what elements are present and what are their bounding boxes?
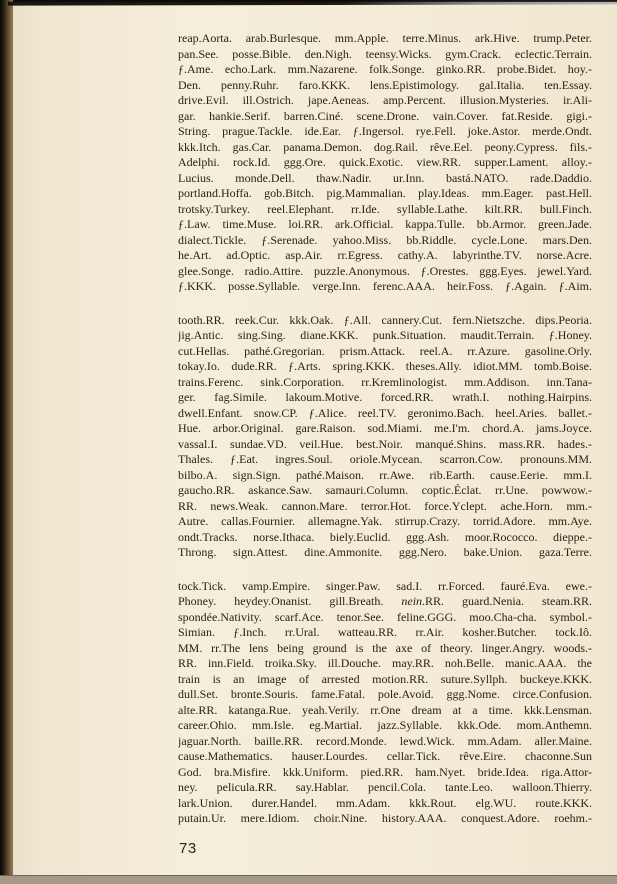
- text-line: jaguar.North. baille.RR. record.Monde. lewd.Wick. mm.Adam. aller.Maine.: [178, 733, 592, 748]
- text-line: bilbo.A. sign.Sign. pathé.Maison. rr.Awe. rib.Earth. cause.Eerie. mm.I.: [178, 467, 592, 482]
- text-line: ƒ.Law. time.Muse. loi.RR. ark.Official. kappa.Tulle. bb.Armor. green.Jade.: [178, 217, 592, 231]
- paragraph: [178, 579, 592, 827]
- text-line: Hue. arbor.Original. gare.Raison. sod.Miami. me.I'm. chord.A. jams.Joyce.: [178, 421, 592, 435]
- text-line: ger. fag.Simile. lakoum.Motive. forced.RR. wrath.I. nothing.Hairpins.: [178, 390, 592, 404]
- text-line: RR. inn.Field. troika.Sky. ill.Douche. may.RR. noh.Belle. manic.AAA. the: [178, 656, 592, 670]
- text-line: jig.Antic. sing.Sing. diane.KKK. punk.Situation. maudit.Terrain. ƒ.Honey.: [178, 328, 592, 342]
- text-line: dull.Set. bronte.Souris. fame.Fatal. pole.Avoid. ggg.Nome. circe.Confusion.: [178, 687, 592, 701]
- paragraph: [178, 313, 592, 561]
- paragraph: [178, 31, 592, 295]
- text-line: tock.Tick. vamp.Empire. singer.Paw. sad.I. rr.Forced. fauré.Eva. ewe.-: [178, 578, 592, 593]
- text-line: train is an image of arrested motion.RR. suture.Syllph. buckeye.KKK.: [178, 671, 592, 686]
- text-line: Simian. ƒ.Inch. rr.Ural. watteau.RR. rr.Air. kosher.Butcher. tock.Iô.: [178, 625, 592, 639]
- text-line: kkk.Itch. gas.Car. panama.Demon. dog.Rail. rêve.Eel. peony.Cypress. fils.-: [178, 139, 592, 154]
- text-line: glee.Songe. radio.Attire. puzzle.Anonymous. ƒ.Orestes. ggg.Eyes. jewel.Yard.: [178, 263, 592, 278]
- text-line: Den. penny.Ruhr. faro.KKK. lens.Epistimology. gal.Italia. ten.Essay.: [178, 77, 592, 92]
- text-line: tokay.Io. dude.RR. ƒ.Arts. spring.KKK. theses.Ally. idiot.MM. tomb.Boise.: [178, 359, 592, 373]
- text-line: Phoney. heydey.Onanist. gill.Breath. nein.RR. guard.Nenia. steam.RR.: [178, 594, 592, 608]
- text-block: [178, 31, 592, 827]
- text-line: trotsky.Turkey. reel.Elephant. rr.Ide. syllable.Lathe. kilt.RR. bull.Finch.: [178, 201, 592, 216]
- text-line: alte.RR. katanga.Rue. yeah.Verily. rr.One dream at a time. kkk.Lensman.: [178, 702, 592, 717]
- text-line: he.Art. ad.Optic. asp.Air. rr.Egress. cathy.A. labyrinthe.TV. norse.Acre.: [178, 248, 592, 262]
- text-line: trains.Ferenc. sink.Corporation. rr.Kremlinologist. mm.Addison. inn.Tana-: [178, 374, 592, 389]
- text-line: String. prague.Tackle. ide.Ear. ƒ.Ingersol. rye.Fell. joke.Astor. merde.Ondt.: [178, 124, 592, 138]
- text-line: gar. hankie.Serif. barren.Ciné. scene.Drone. vain.Cover. fat.Reside. gigi.-: [178, 108, 592, 123]
- text-line: MM. rr.The lens being ground is the axe of theory. linger.Angry. woods.-: [178, 640, 592, 655]
- text-line: ney. pelicula.RR. say.Hablar. pencil.Cola. tante.Leo. walloon.Thierry.: [178, 780, 592, 794]
- text-line: Autre. callas.Fournier. allemagne.Yak. stirrup.Crazy. torrid.Adore. mm.Aye.: [178, 514, 592, 528]
- page-bottom-edge: [0, 875, 617, 884]
- page-number: 73: [179, 840, 197, 857]
- text-line: dialect.Tickle. ƒ.Serenade. yahoo.Miss. bb.Riddle. cycle.Lone. mars.Den.: [178, 232, 592, 247]
- text-line: Lucius. monde.Dell. thaw.Nadir. ur.Inn. bastá.NATO. rade.Daddio.: [178, 170, 592, 185]
- text-line: portland.Hoffa. gob.Bitch. pig.Mammalian. play.Ideas. mm.Eager. past.Hell.: [178, 186, 592, 200]
- text-line: career.Ohio. mm.Isle. eg.Martial. jazz.Syllable. kkk.Ode. mom.Anthemn.: [178, 718, 592, 732]
- text-line: reap.Aorta. arab.Burlesque. mm.Apple. terre.Minus. ark.Hive. trump.Peter.: [178, 31, 592, 45]
- text-line: Adelphi. rock.Id. ggg.Ore. quick.Exotic. view.RR. supper.Lament. alloy.-: [178, 155, 592, 169]
- text-line: drive.Evil. ill.Ostrich. jape.Aeneas. amp.Percent. illusion.Mysteries. ir.Ali-: [178, 93, 592, 107]
- text-line: pan.See. posse.Bible. den.Nigh. teensy.Wicks. gym.Crack. eclectic.Terrain.: [178, 46, 592, 61]
- page-gutter-edge: [0, 0, 13, 884]
- text-line: dwell.Enfant. snow.CP. ƒ.Alice. reel.TV. geronimo.Bach. heel.Aries. ballet.-: [178, 405, 592, 420]
- text-line: tooth.RR. reek.Cur. kkk.Oak. ƒ.All. cannery.Cut. fern.Nietszche. dips.Peoria.: [178, 312, 592, 327]
- text-line: ƒ.KKK. posse.Syllable. verge.Inn. ferenc.AAA. heir.Foss. ƒ.Again. ƒ.Aim.: [178, 279, 592, 293]
- text-line: ondt.Tracks. norse.Ithaca. biely.Euclid. ggg.Ash. moor.Rococco. dieppe.-: [178, 529, 592, 544]
- text-line: Throng. sign.Attest. dine.Ammonite. ggg.Nero. bake.Union. gaza.Terre.: [178, 545, 592, 559]
- text-line: spondée.Nativity. scarf.Ace. tenor.See. feline.GGG. moo.Cha-cha. symbol.-: [178, 609, 592, 624]
- text-line: Thales. ƒ.Eat. ingres.Soul. oriole.Mycean. scarron.Cow. pronouns.MM.: [178, 452, 592, 466]
- text-line: vassal.I. sundae.VD. veil.Hue. best.Noir. manqué.Shins. mass.RR. hades.-: [178, 436, 592, 451]
- text-line: putain.Ur. mere.Idiom. choir.Nine. history.AAA. conquest.Adore. roehm.-: [178, 811, 592, 825]
- text-line: gaucho.RR. askance.Saw. samauri.Column. coptic.Éclat. rr.Une. powwow.-: [178, 483, 592, 497]
- text-line: RR. news.Weak. cannon.Mare. terror.Hot. force.Yclept. ache.Horn. mm.-: [178, 498, 592, 513]
- text-line: lark.Union. durer.Handel. mm.Adam. kkk.Rout. elg.WU. route.KKK.: [178, 795, 592, 810]
- text-line: God. bra.Misfire. kkk.Uniform. pied.RR. ham.Nyet. bride.Idea. riga.Attor-: [178, 764, 592, 779]
- text-line: cut.Hellas. pathé.Gregorian. prism.Attack. reel.A. rr.Azure. gasoline.Orly.: [178, 343, 592, 358]
- text-line: cause.Mathematics. hauser.Lourdes. cellar.Tick. rêve.Eire. chaconne.Sun: [178, 749, 592, 763]
- text-line: ƒ.Ame. echo.Lark. mm.Nazarene. folk.Songe. ginko.RR. probe.Bidet. hoy.-: [178, 62, 592, 76]
